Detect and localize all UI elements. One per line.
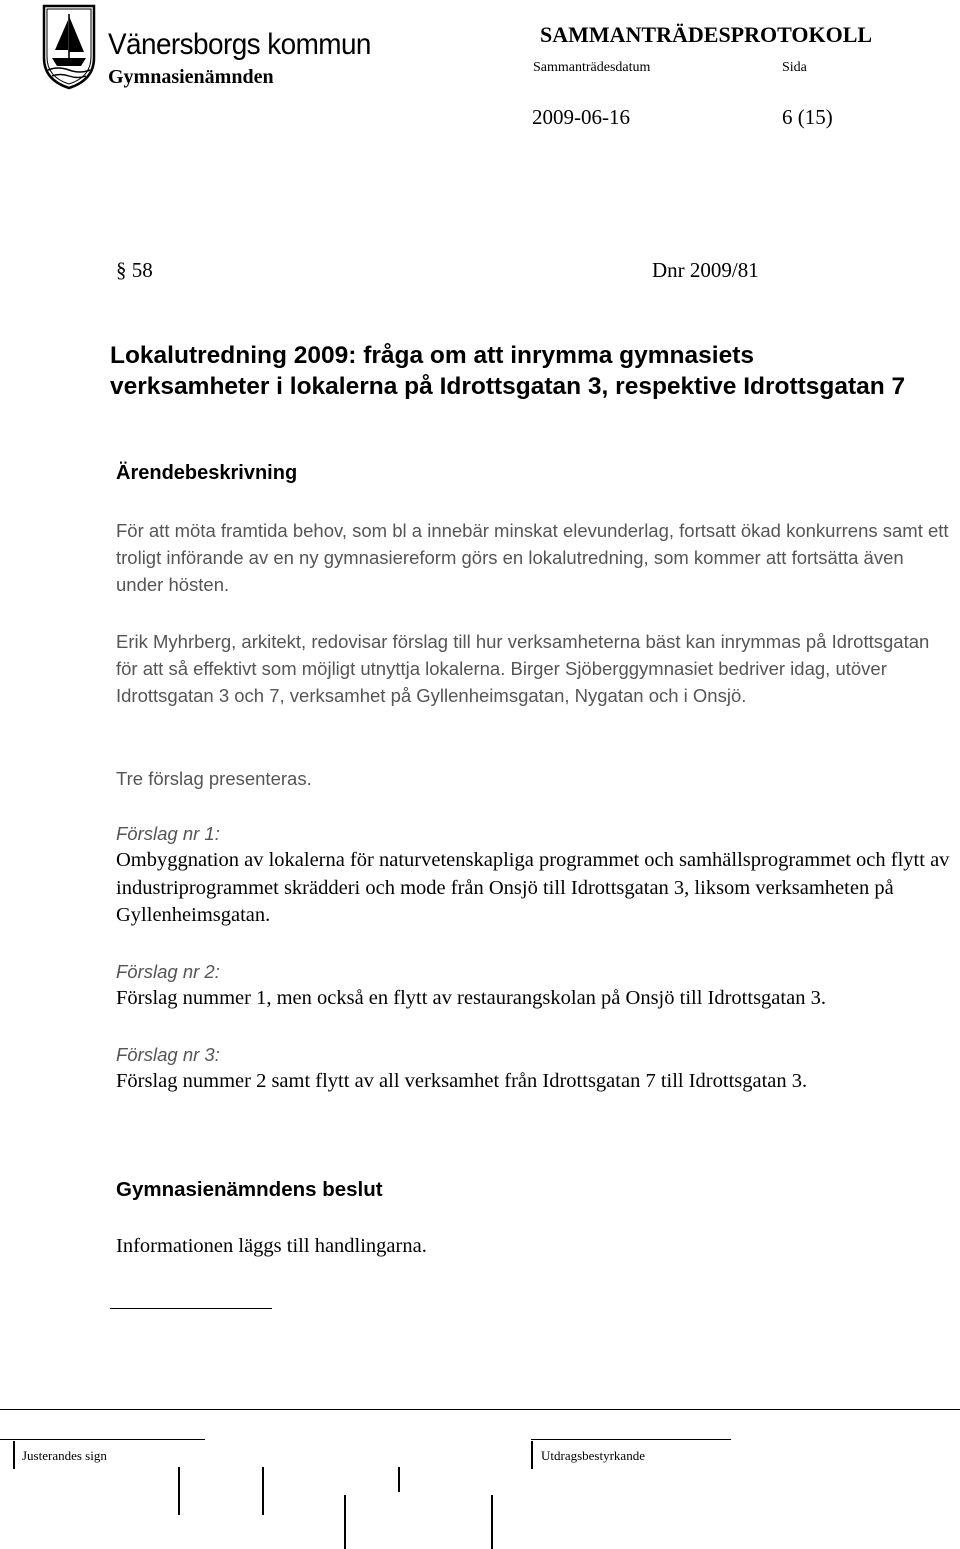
sign-label: Justerandes sign — [22, 1448, 107, 1463]
description-paragraph-2: Erik Myhrberg, arkitekt, redovisar förslag till hur verksamheterna bäst kan inrymmas på Idrottsgatan för att så effektivt som möjligt utnyttja lokalerna. Birger Sjöberggymnasiet bedriver idag, utöver Idrottsgatan 3 och 7, verksamhet på Gyllenheimsgatan, Nygatan och i Onsjö. — [116, 631, 930, 706]
paragraph-number: § 58 — [116, 258, 153, 282]
extract-top-line — [531, 1439, 731, 1440]
footer-divider — [0, 1409, 960, 1410]
proposal-2-label: Förslag nr 2: — [116, 961, 220, 982]
sign-field-line-5 — [491, 1495, 493, 1549]
footer-tick-left — [13, 1441, 15, 1469]
section-end-rule — [110, 1308, 272, 1309]
municipality-name: Vänersborgs kommun — [108, 28, 371, 61]
footer-tick-right — [531, 1441, 533, 1469]
case-number: Dnr 2009/81 — [652, 258, 759, 282]
proposal-1-text: Ombyggnation av lokalerna för naturvetenskapliga programmet och samhällsprogrammet och flytt av industriprogrammet skrädderi och mode från Onsjö till Idrottsgatan 3, liksom verksamheten på Gyllenheimsgatan. — [116, 849, 950, 926]
proposal-3-text: Förslag nummer 2 samt flytt av all verksamhet från Idrottsgatan 7 till Idrottsgatan 3. — [116, 1070, 808, 1092]
description-paragraph-1: För att möta framtida behov, som bl a innebär minskat elevunderlag, fortsatt ökad konkurrens samt ett troligt införande av en ny gymnasiereform görs en lokalutredning, som kommer att fortsätta även under hösten. — [116, 520, 949, 595]
proposal-3-label: Förslag nr 3: — [116, 1044, 220, 1065]
proposal-1-label: Förslag nr 1: — [116, 823, 220, 844]
committee-name: Gymnasienämnden — [108, 66, 274, 88]
sign-field-line-1 — [178, 1467, 180, 1515]
meeting-date: 2009-06-16 — [532, 105, 630, 129]
sign-top-line — [0, 1439, 205, 1440]
decision-heading: Gymnasienämndens beslut — [116, 1178, 383, 1201]
description-heading: Ärendebeskrivning — [116, 462, 298, 484]
proposal-2-text: Förslag nummer 1, men också en flytt av restaurangskolan på Onsjö till Idrottsgatan 3. — [116, 987, 826, 1009]
sign-field-line-3 — [344, 1495, 346, 1549]
page-label: Sida — [782, 60, 807, 75]
item-title: Lokalutredning 2009: fråga om att inrymma gymnasiets verksamheter i lokalerna på Idrottsgatan 3, respektive Idrottsgatan 7 — [110, 342, 906, 400]
extract-label: Utdragsbestyrkande — [541, 1448, 645, 1463]
sign-field-line-4 — [398, 1467, 400, 1492]
page-number: 6 (15) — [782, 105, 833, 129]
document-type: SAMMANTRÄDESPROTOKOLL — [540, 22, 873, 47]
decision-text: Informationen läggs till handlingarna. — [116, 1235, 427, 1257]
sign-field-line-2 — [262, 1467, 264, 1515]
meeting-date-label: Sammanträdesdatum — [533, 60, 651, 75]
description-paragraph-3: Tre förslag presenteras. — [116, 768, 312, 789]
municipality-crest-logo — [38, 2, 100, 90]
